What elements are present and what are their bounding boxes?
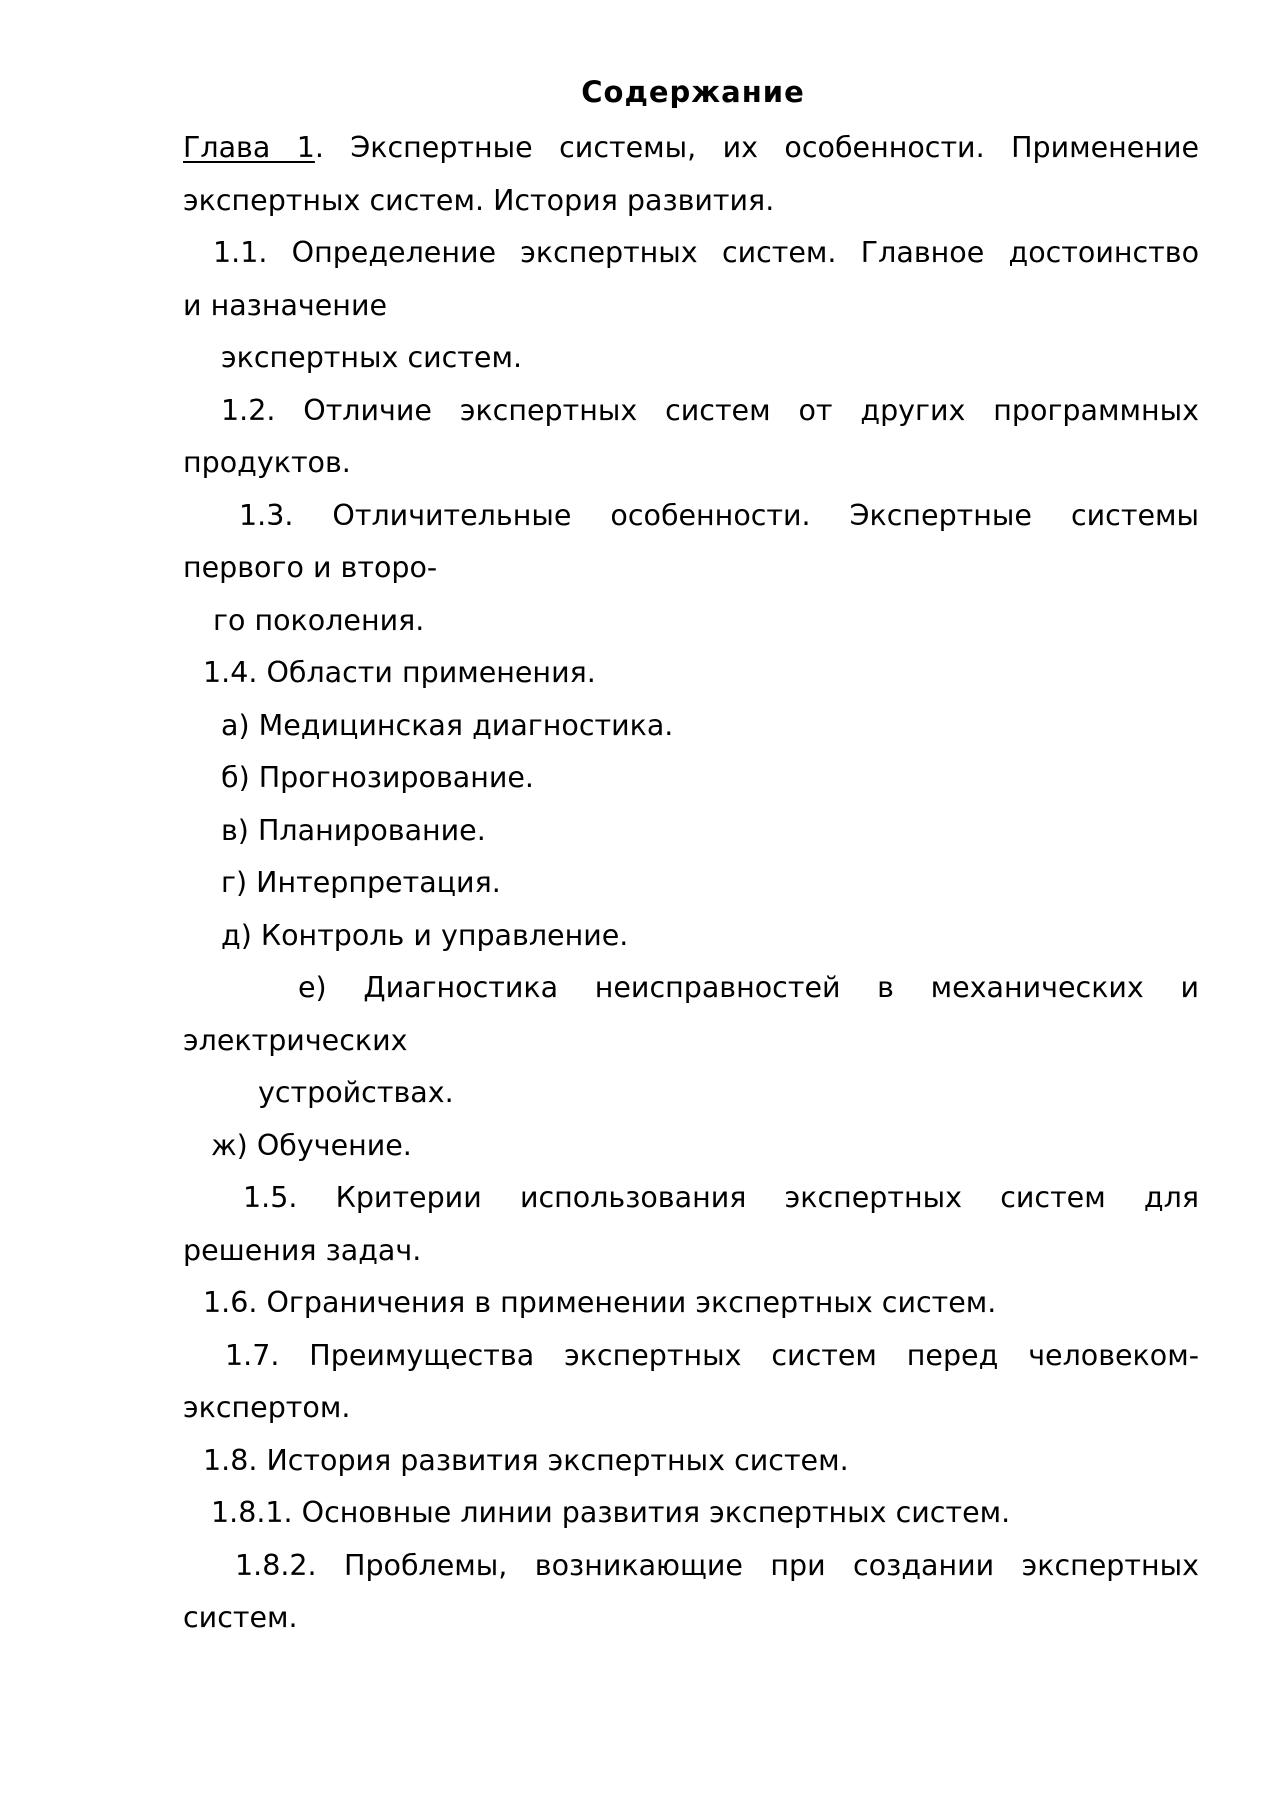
toc-line-text: 1.8.1. Основные линии развития экспертных систем. bbox=[211, 1496, 1011, 1529]
toc-line-text: 1.6. Ограничения в применении экспертных систем. bbox=[203, 1286, 997, 1319]
toc-line bbox=[183, 490, 1199, 543]
toc-line bbox=[183, 857, 1199, 910]
toc-line-text: экспертом. bbox=[183, 1391, 351, 1424]
toc-line bbox=[183, 227, 1199, 280]
toc-line-text: б) Прогнозирование. bbox=[221, 761, 534, 794]
toc-line bbox=[183, 332, 1199, 385]
toc-line bbox=[183, 1382, 1199, 1435]
toc-line bbox=[183, 1487, 1199, 1540]
toc-line bbox=[183, 647, 1199, 700]
toc-line bbox=[183, 1172, 1199, 1225]
toc-line-text: 1.5. Критерии использования экспертных систем для bbox=[243, 1181, 1199, 1214]
toc-line bbox=[183, 1067, 1199, 1120]
toc-line bbox=[183, 1120, 1199, 1173]
toc-line bbox=[183, 1330, 1199, 1383]
toc-line-text: 1.7. Преимущества экспертных систем перед человеком- bbox=[225, 1338, 1199, 1372]
toc-line-text: ж) Обучение. bbox=[211, 1128, 412, 1162]
toc-line-text: 1.8. История развития экспертных систем. bbox=[203, 1443, 849, 1477]
toc-line bbox=[183, 1277, 1199, 1330]
toc-line-text: продуктов. bbox=[183, 446, 351, 479]
toc-line bbox=[183, 1435, 1199, 1488]
page-title: Содержание bbox=[581, 75, 805, 109]
toc-line-text: 1.8.2. Проблемы, возникающие при создании экспертных bbox=[235, 1548, 1199, 1582]
toc-line-text: устройствах. bbox=[258, 1076, 454, 1109]
toc-line-text: экспертных систем. История развития. bbox=[183, 183, 775, 217]
toc-line-text: . Экспертные системы, их особенности. Применение bbox=[314, 131, 1200, 164]
toc-line-text: решения задач. bbox=[183, 1233, 422, 1267]
toc-line-text: экспертных систем. bbox=[221, 341, 523, 374]
toc-line bbox=[183, 962, 1199, 1015]
toc-line bbox=[183, 805, 1199, 858]
toc-line bbox=[183, 1015, 1199, 1068]
toc-line-text: 1.4. Области применения. bbox=[203, 656, 596, 689]
toc-line-text: 1.1. Определение экспертных систем. Главное достоинство bbox=[213, 236, 1199, 269]
toc-line-text: а) Медицинская диагностика. bbox=[221, 708, 674, 742]
toc-line bbox=[183, 175, 1199, 228]
toc-line-text: го поколения. bbox=[213, 603, 425, 637]
toc-line bbox=[183, 1225, 1199, 1278]
toc-line-text: систем. bbox=[183, 1601, 298, 1634]
toc-line bbox=[183, 595, 1199, 648]
toc-line-text: е) Диагностика неисправностей в механических и bbox=[298, 971, 1199, 1004]
toc-line bbox=[183, 437, 1199, 490]
toc-line bbox=[183, 1540, 1199, 1593]
toc-line-text: 1.3. Отличительные особенности. Экспертные системы bbox=[239, 498, 1199, 532]
toc-line bbox=[183, 542, 1199, 595]
toc-line-text: электрических bbox=[183, 1023, 408, 1057]
toc-line bbox=[183, 752, 1199, 805]
toc-line bbox=[183, 700, 1199, 753]
toc-line-text: 1.2. Отличие экспертных систем от других программных bbox=[221, 393, 1199, 427]
toc-line bbox=[183, 385, 1199, 438]
toc-line bbox=[183, 1592, 1199, 1645]
toc-line-text: г) Интерпретация. bbox=[221, 866, 501, 899]
toc-line-text: в) Планирование. bbox=[221, 813, 486, 847]
toc-line-text: первого и второ- bbox=[183, 551, 438, 584]
toc-line-text: д) Контроль и управление. bbox=[221, 918, 629, 952]
toc-line-chapter-1 bbox=[183, 122, 1199, 175]
table-of-contents bbox=[183, 122, 1199, 1645]
chapter-label: Глава 1 bbox=[183, 131, 315, 164]
toc-line-text: и назначение bbox=[183, 288, 387, 322]
toc-line bbox=[183, 910, 1199, 963]
toc-line bbox=[183, 280, 1199, 333]
